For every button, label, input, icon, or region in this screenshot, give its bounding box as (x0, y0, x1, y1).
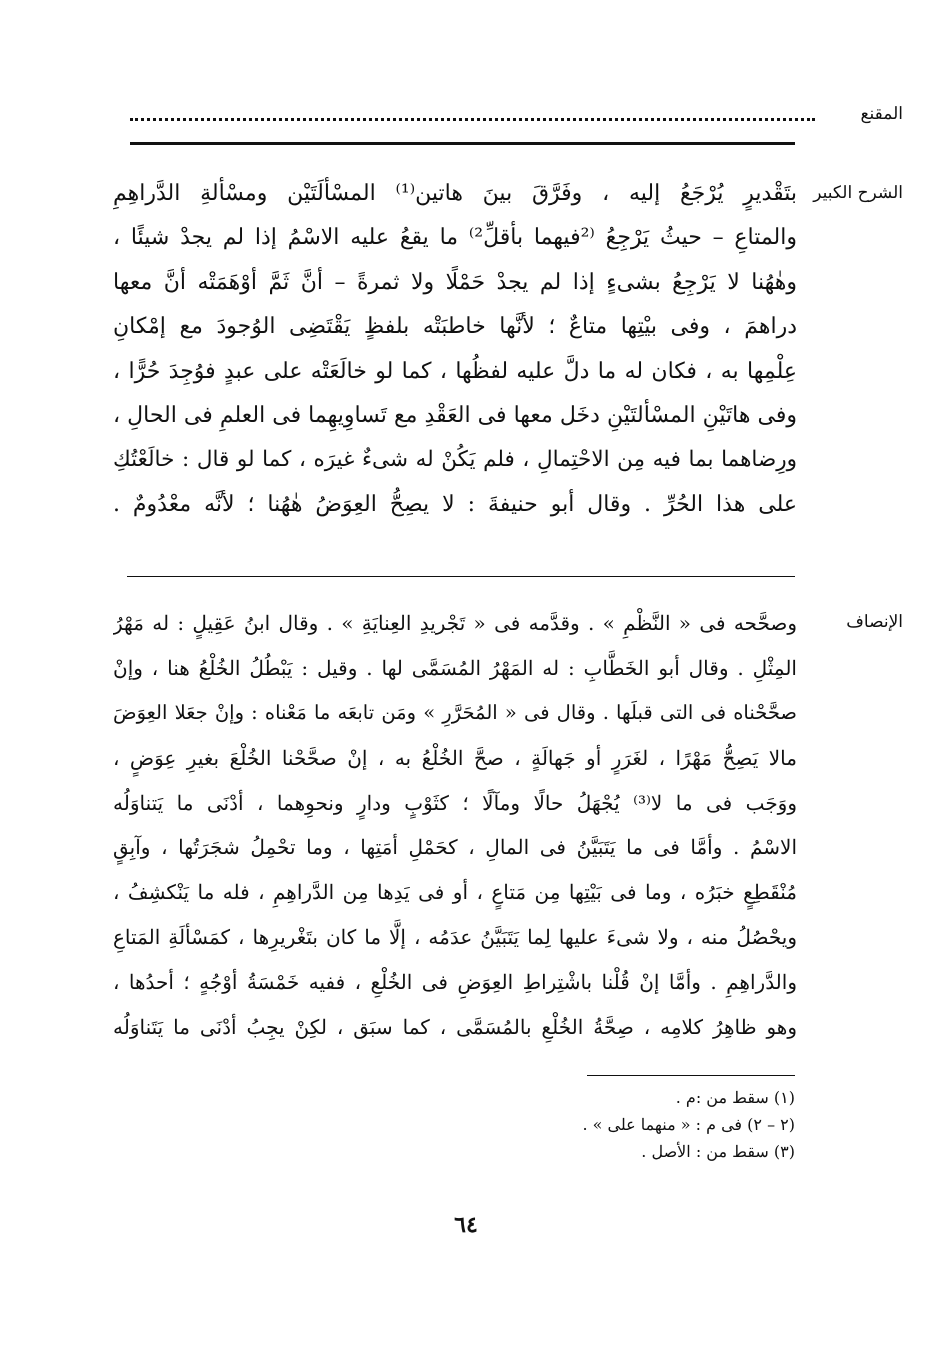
text-line: وفى هاتَيْنِ المسْألتَيْنِ دخَل معها فى العَقْدِ مع تَساوِيهِما فى العلمِ فى الحالِ ، (113, 402, 797, 428)
text-line: مُنْقَطِعٍ خبَرُه ، وما فى بَيْتِها مِن مَتاعٍ ، أو فى يَدِها مِن الدَّراهِمِ ، فله ما يَنْكشِفُ ، (113, 880, 797, 905)
text-line: صحَّحْناه فى التى قبلَها . وقال فى « المُحَرَّرِ » ومَن تابعَه ما مَعْناه : وإنْ جعَلا العِوَضَ (113, 700, 797, 724)
footnote-rule (587, 1075, 795, 1076)
text-line: والدَّراهِمِ . وأمَّا إنْ قُلْنا باشْتِراطِ العِوَضِ فى الخُلْعِ ، ففيه خَمْسَةُ أوْجُهٍ ؛ أحدُها ، (113, 970, 797, 995)
sharh-text (113, 172, 797, 527)
section-divider (127, 576, 795, 577)
text-line: على هذا الحُرِّ . وقال أبو حنيفةَ : لا يصِحُّ العِوَضُ هٰهُنا ؛ لأنَّه معْدُومٌ . (113, 491, 797, 517)
text-line: ووَجَب فى ما لا⁽³⁾ يُجْهَلُ حالًا ومآلًا ؛ كثَوْبٍ ودارٍ ونحوِهما ، أدْنَى ما يَتناوَلُه (113, 790, 797, 815)
text-line: مالا يَصِحُّ مَهْرًا ، لغَرَرٍ أو جَهالَةٍ ، صحَّ الخُلْعُ به ، إنْ صحَّحْنا الخُلْعَ بغيرِ عِوَضٍ ، (113, 745, 797, 770)
text-line: وهو ظاهِرُ كلامِه ، صِحَّةُ الخُلْعِ بالمُسَمَّى ، كما سبَق ، لكِنْ يجِبُ أدْنَى ما يَتَناوَلُه (113, 1015, 797, 1040)
text-line: عِلْمِها به ، فكان له ما دلَّ عليه لفظُها ، كما لو خالَعَتْه على عبدٍ فوُجِدَ حُرًّا ، (113, 358, 797, 384)
text-line: الاسْمُ . وأمَّا فى ما يَتَبَيَّنُ فى المالِ ، كحَمْلِ أمَتِها ، وما تحْمِلُ شجَرَتُها ، وآبِقٍ (113, 835, 797, 860)
text-line: ويحْصُلُ منه ، ولا شىءَ عليها لِما يَتَبَيَّنُ عدَمُه ، إلَّا ما كان بتَغْريرِها ، كمَسْألَةِ المَتاعِ (113, 925, 797, 950)
book-title: المقنع (860, 104, 903, 124)
footnote: (٢ – ٢) فى م : « منهما على » . (582, 1115, 795, 1134)
insaf-label: الإنصاف (846, 612, 903, 632)
text-line: بتَقْديرٍ يُرْجَعُ إليه ، وفَرَّقَ بينَ هاتين⁽¹⁾ المسْألَتَيْن ومسْألةِ الدَّراهِمِ (113, 181, 797, 206)
footnote: (١) سقط من :م . (675, 1088, 795, 1107)
text-line: ورِضاهما بما فيه مِن الاحْتِمالِ ، فلم يَكُنْ له شىءٌ غيرَه ، كما لو قال : خالَعْتُكِ (113, 447, 797, 473)
header-dotted-rule (130, 118, 815, 121)
text-line: وهٰهُنا لا يَرْجِعُ بشىءٍ إذا لم يجدْ حَمْلًا ولا ثمرةً – أنَّ ثَمَّ أوْهَمَتْه أنَّ معها (113, 269, 797, 295)
footnote: (٣) سقط من : الأصل . (641, 1142, 795, 1161)
text-line: المِثْلِ . وقال أبو الخَطَّابِ : له المَهْرُ المُسَمَّى لها . وقيل : يَبْطُلُ الخُلْعُ هنا ، وإنْ (113, 655, 797, 680)
sharh-label: الشرح الكبير (813, 183, 903, 203)
footnotes (450, 1084, 795, 1165)
text-line: والمتاعِ – حيثُ يَرْجِعُ ⁽²فيهما بأقلِّ²⁾ ما يقعُ عليه الاسْمُ إذا لم يجدْ شيئًا ، (113, 225, 797, 251)
text-line: دراهمَ ، وفى بيْتِها متاعٌ ؛ لأنَّها خاطبَتْه بلفظٍ يَقْتَضِى الوُجودَ مع إمْكانِ (113, 314, 797, 340)
header-rule (130, 142, 795, 145)
insaf-text (113, 601, 797, 1050)
page-number: ٦٤ (454, 1212, 478, 1238)
text-line: وصحَّحه فى « النَّظْمِ » . وقدَّمه فى « تَجْريدِ العِنايَةِ » . وقال ابنُ عَقِيلٍ : له مَهْرُ (113, 611, 797, 635)
